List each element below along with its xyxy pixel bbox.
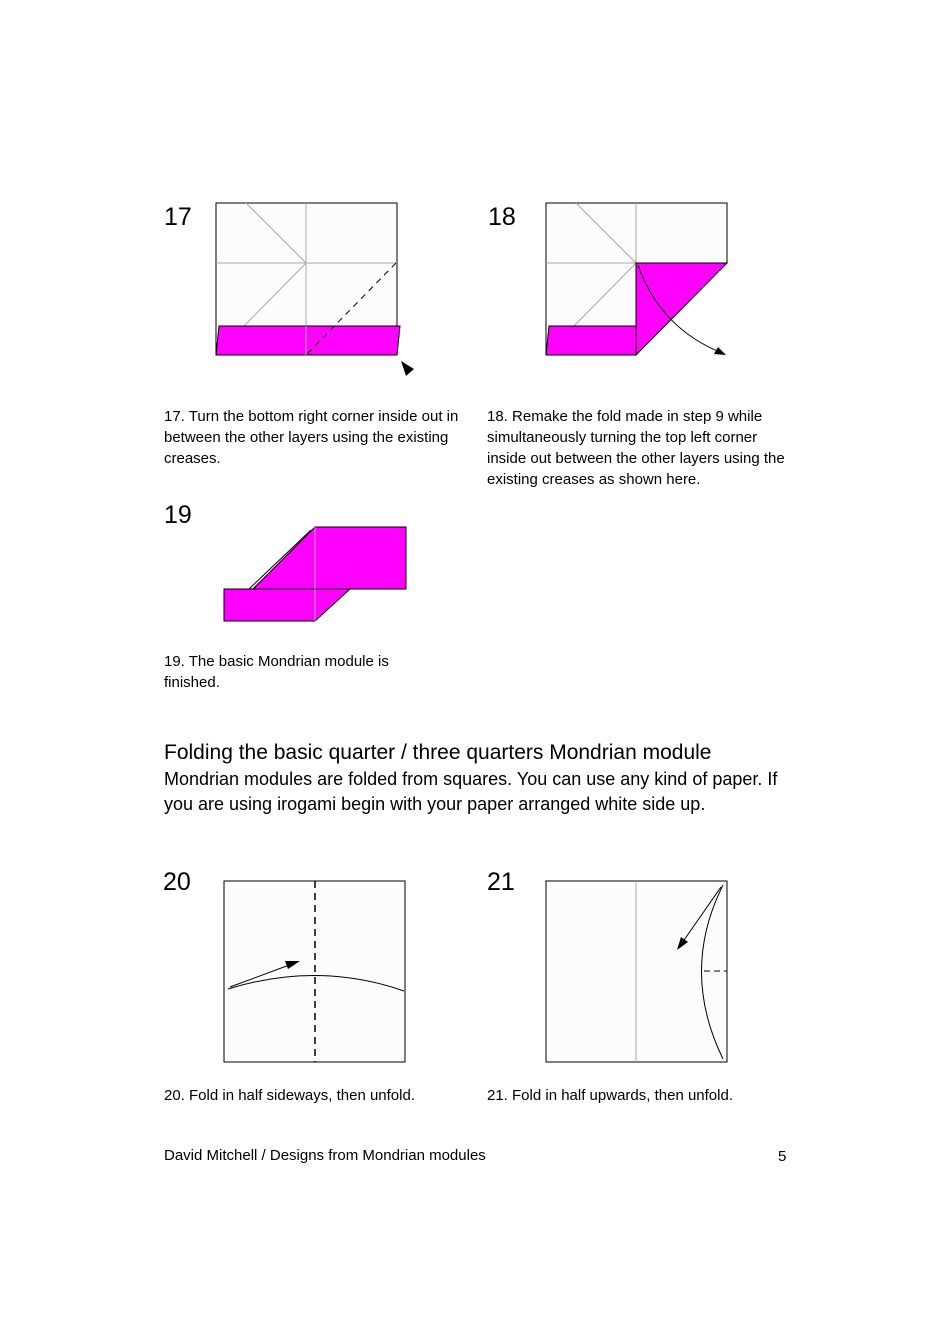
page-number: 5: [778, 1148, 787, 1165]
coloured-strip: [216, 326, 400, 355]
step-18-diagram: [540, 198, 740, 363]
module-upper-panel: [253, 527, 406, 589]
step-20-number: 20: [163, 868, 191, 896]
step-21-number: 21: [487, 868, 515, 896]
module-lower-panel: [224, 589, 350, 621]
arrow-head-icon: [714, 347, 726, 355]
coloured-triangle: [636, 263, 727, 355]
push-arrow-icon: [401, 361, 414, 376]
step-19-caption: 19. The basic Mondrian module is finished.: [164, 653, 389, 691]
section-intro: Mondrian modules are folded from squares. You can use any kind of paper. If you are using irogami begin with your paper arranged white side up.: [164, 769, 778, 814]
step-20-diagram: [218, 875, 413, 1070]
step-19-diagram: [218, 522, 413, 627]
step-17-diagram: [210, 198, 420, 383]
step-21-caption: 21. Fold in half upwards, then unfold.: [487, 1087, 733, 1104]
step-21-diagram: [540, 875, 735, 1070]
step-18-caption: 18. Remake the fold made in step 9 while simultaneously turning the top left corner inside out between the other layers using the existing creases as shown here.: [487, 408, 785, 488]
step-20-caption: 20. Fold in half sideways, then unfold.: [164, 1087, 415, 1104]
step-18-number: 18: [488, 203, 516, 231]
footer-credit: David Mitchell / Designs from Mondrian modules: [164, 1147, 486, 1164]
step-17-number: 17: [164, 203, 192, 231]
section-title: Folding the basic quarter / three quarters Mondrian module: [164, 741, 712, 764]
coloured-strip: [546, 326, 636, 355]
step-17-caption: 17. Turn the bottom right corner inside out in between the other layers using the existing creases.: [164, 408, 459, 467]
paper-lower-part: [546, 263, 636, 326]
step-19-number: 19: [164, 501, 192, 529]
